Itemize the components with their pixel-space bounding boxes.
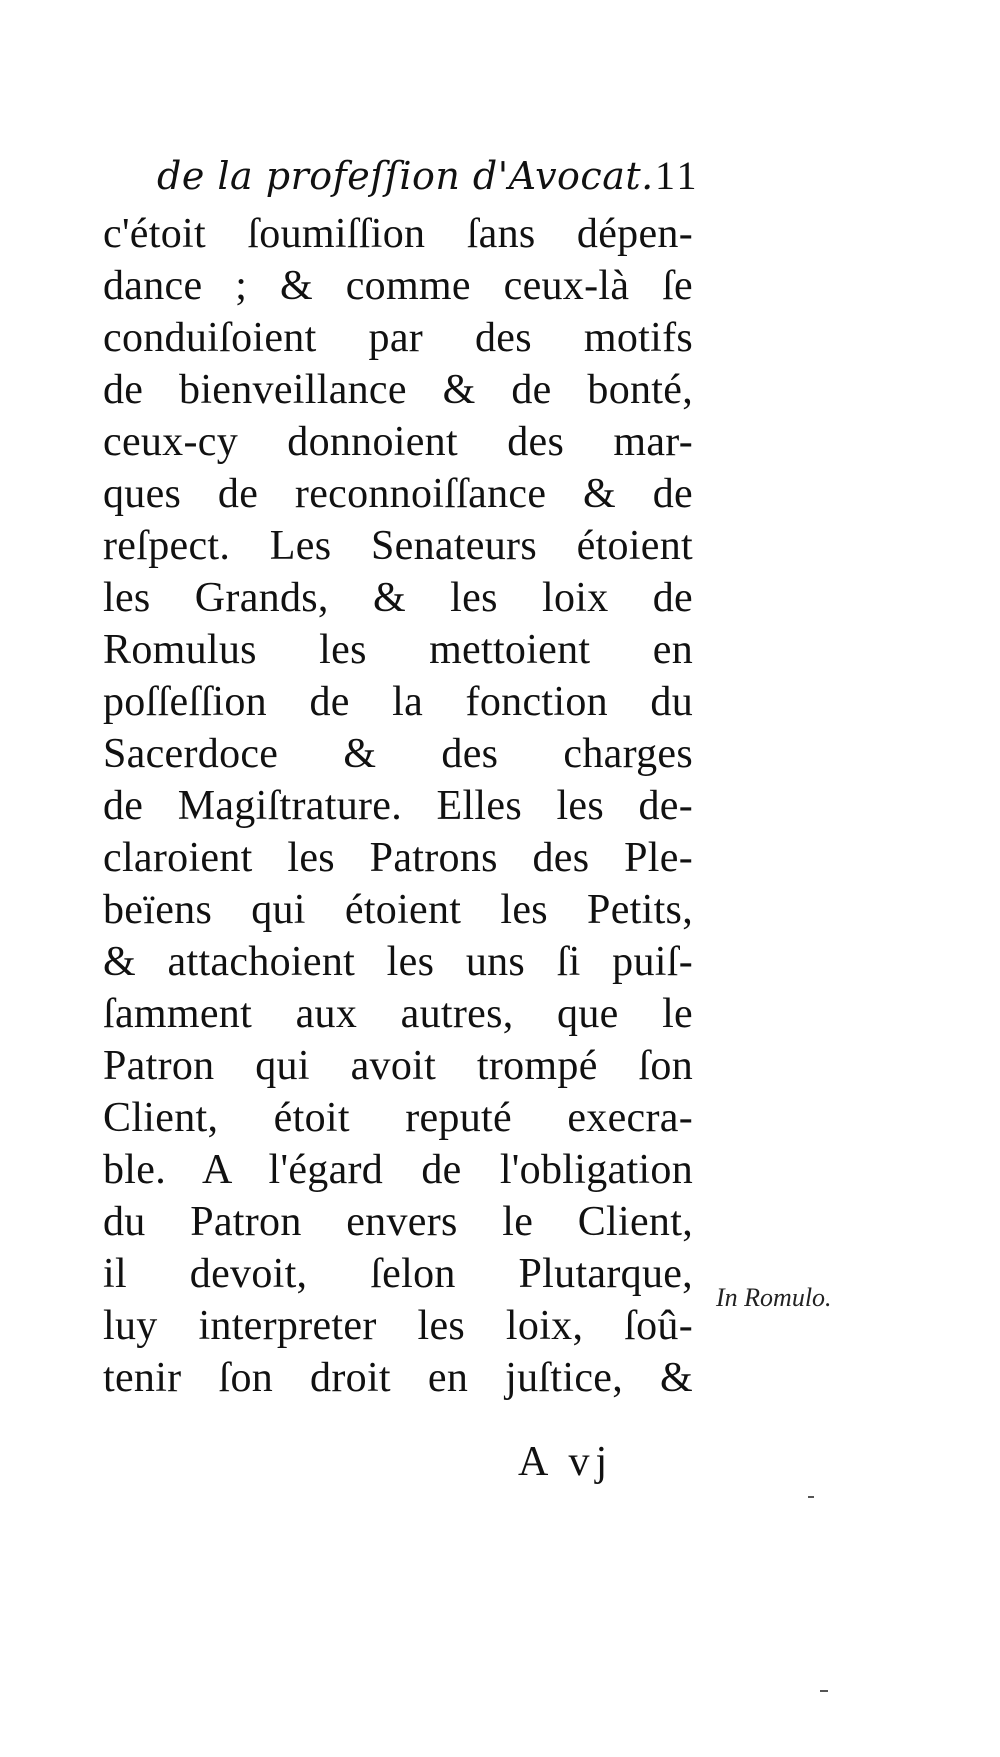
text-line: du Patron envers le Client,: [103, 1199, 693, 1245]
body-text: [103, 208, 693, 1448]
text-line: conduiſoient par des motifs: [103, 315, 693, 361]
text-line: de Magiſtrature. Elles les de-: [103, 783, 693, 829]
text-line: ſamment aux autres, que le: [103, 991, 693, 1037]
text-line: luy interpreter les loix, ſoû-: [103, 1303, 693, 1349]
text-line: poſſeſſion de la fonction du: [103, 679, 693, 725]
text-line: ble. A l'égard de l'obligation: [103, 1147, 693, 1193]
text-line: dance ; & comme ceux-là ſe: [103, 263, 693, 309]
text-line: tenir ſon droit en juſtice, &: [103, 1355, 693, 1401]
text-line: reſpect. Les Senateurs étoient: [103, 523, 693, 569]
paper-speck: [808, 1496, 814, 1498]
text-line: Romulus les mettoient en: [103, 627, 693, 673]
text-line: il devoit, ſelon Plutarque,: [103, 1251, 693, 1297]
margin-note: In Romulo.: [716, 1283, 832, 1312]
text-line: les Grands, & les loix de: [103, 575, 693, 621]
text-line: c'étoit ſoumiſſion ſans dépen-: [103, 211, 693, 257]
text-line: ques de reconnoiſſance & de: [103, 471, 693, 517]
signature-mark: A vj: [518, 1439, 614, 1485]
text-line: beïens qui étoient les Petits,: [103, 887, 693, 933]
text-line: Sacerdoce & des charges: [103, 731, 693, 777]
page-header: [105, 148, 705, 208]
running-head: de la profeſſion d'Avocat.: [157, 154, 654, 198]
text-line: Client, étoit reputé execra-: [103, 1095, 693, 1141]
text-line: Patron qui avoit trompé ſon: [103, 1043, 693, 1089]
paper-speck: [820, 1690, 828, 1692]
text-line: de bienveillance & de bonté,: [103, 367, 693, 413]
text-line: ceux-cy donnoient des mar-: [103, 419, 693, 465]
page-number: 11: [655, 153, 700, 198]
text-line: & attachoient les uns ſi puiſ-: [103, 939, 693, 985]
text-line: claroient les Patrons des Ple-: [103, 835, 693, 881]
